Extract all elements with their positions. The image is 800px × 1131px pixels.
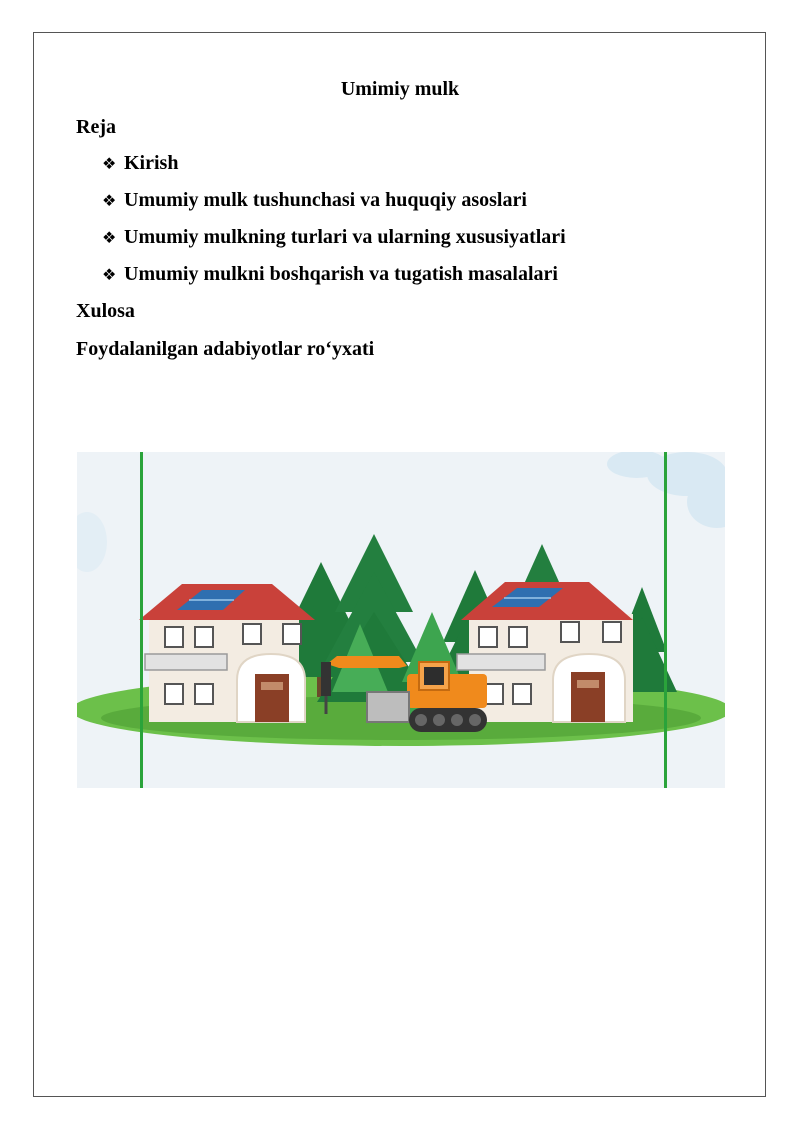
document-title: Umimiy mulk [340, 78, 460, 100]
plan-item-4 [102, 262, 558, 287]
conclusion-heading: Xulosa [76, 300, 135, 322]
house-left [139, 584, 315, 722]
plan-item-2 [102, 188, 527, 213]
plan-item-text: Kirish [124, 152, 179, 174]
diamond-bullet-icon: ❖ [102, 265, 117, 284]
plan-item-1 [102, 151, 178, 176]
houses-illustration [77, 452, 725, 788]
plan-heading: Reja [76, 116, 116, 138]
right-green-line [664, 452, 667, 788]
plan-item-3 [102, 225, 566, 250]
plan-item-text: Umumiy mulkning turlari va ularning xususiyatlari [124, 226, 566, 248]
references-heading: Foydalanilgan adabiyotlar ro‘yxati [76, 338, 375, 360]
diamond-bullet-icon: ❖ [102, 228, 117, 247]
plan-item-text: Umumiy mulk tushunchasi va huquqiy asoslari [124, 189, 527, 211]
diamond-bullet-icon: ❖ [102, 191, 117, 210]
left-green-line [140, 452, 143, 788]
plan-item-text: Umumiy mulkni boshqarish va tugatish masalalari [124, 263, 558, 285]
diamond-bullet-icon: ❖ [102, 154, 117, 173]
